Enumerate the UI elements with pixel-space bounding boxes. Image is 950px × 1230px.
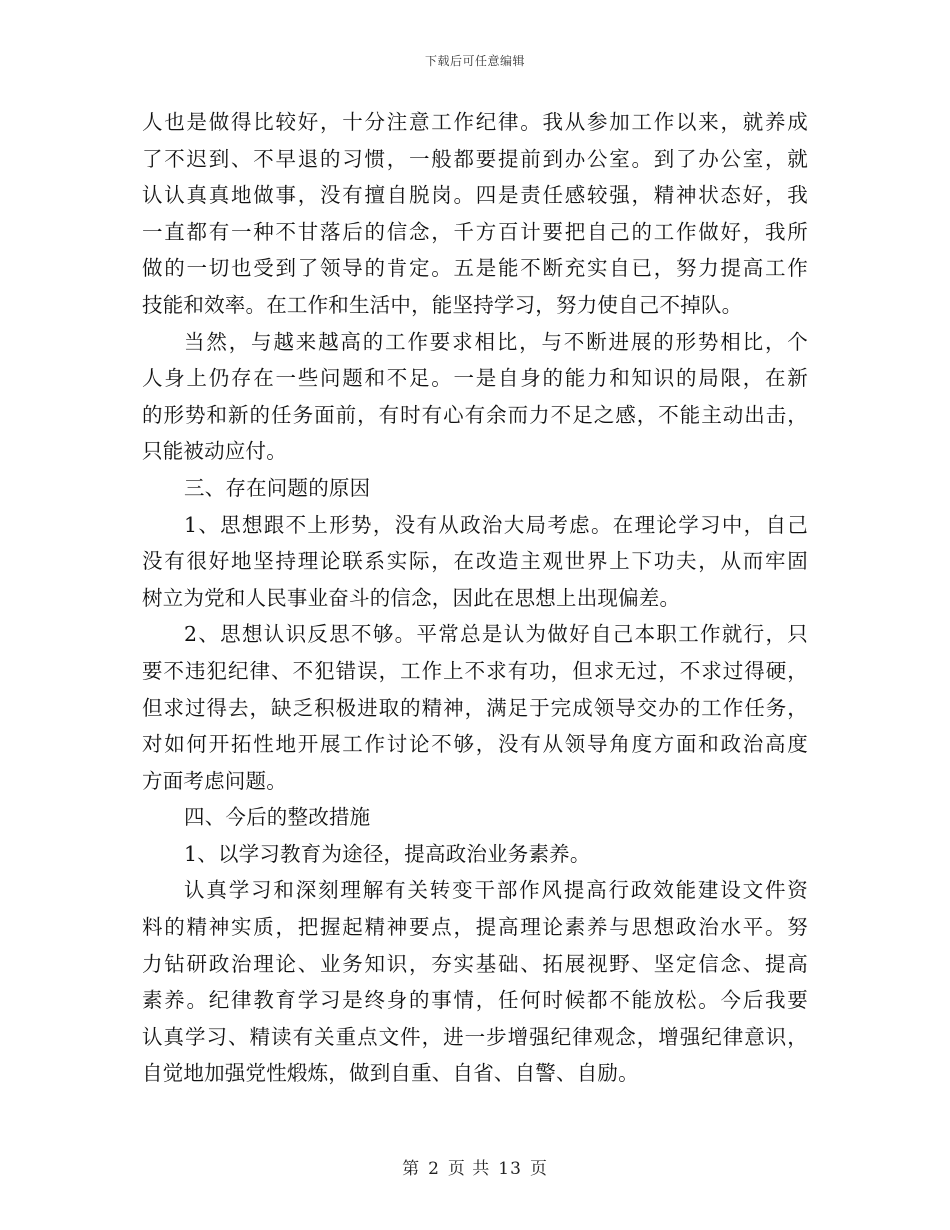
- text-line: 做的一切也受到了领导的肯定。五是能不断充实自已，努力提高工作: [142, 256, 808, 281]
- footer-prefix: 第: [402, 1159, 421, 1179]
- text-line: 自觉地加强党性煅炼，做到自重、自省、自警、自励。: [142, 1061, 639, 1086]
- text-line: 认真学习和深刻理解有关转变干部作风提高行政效能建设文件资: [184, 878, 808, 903]
- footer-middle: 页 共: [447, 1159, 491, 1179]
- section-heading: 三、存在问题的原因: [184, 475, 371, 500]
- document-body: [142, 104, 808, 1092]
- text-line: 只能被动应付。: [142, 439, 287, 464]
- section-heading: 四、今后的整改措施: [184, 805, 371, 830]
- text-line: 了不迟到、不早退的习惯，一般都要提前到办公室。到了办公室，就: [142, 146, 808, 171]
- page-total: 13: [498, 1159, 522, 1179]
- text-line: 1、思想跟不上形势，没有从政治大局考虑。在理论学习中，自己: [184, 512, 808, 537]
- footer-suffix: 页: [529, 1159, 548, 1179]
- text-line: 方面考虑问题。: [142, 768, 287, 793]
- text-line: 料的精神实质，把握起精神要点，提高理论素养与思想政治水平。努: [142, 915, 808, 940]
- text-line: 当然，与越来越高的工作要求相比，与不断进展的形势相比，个: [184, 329, 808, 354]
- subsection-heading: 1、以学习教育为途径，提高政治业务素养。: [184, 841, 591, 866]
- text-line: 一直都有一种不甘落后的信念，千方百计要把自己的工作做好，我所: [142, 219, 808, 244]
- text-line: 的形势和新的任务面前，有时有心有余而力不足之感，不能主动出击，: [142, 402, 808, 427]
- text-line: 但求过得去，缺乏积极进取的精神，满足于完成领导交办的工作任务，: [142, 695, 808, 720]
- text-line: 要不违犯纪律、不犯错误，工作上不求有功，但求无过，不求过得硬，: [142, 658, 808, 683]
- page-header: 下载后可任意编辑: [424, 54, 525, 68]
- text-line: 人也是做得比较好，十分注意工作纪律。我从参加工作以来，就养成: [142, 110, 808, 134]
- text-line: 技能和效率。在工作和生活中，能坚持学习，努力使自己不掉队。: [142, 292, 743, 317]
- page-number: 2: [428, 1159, 440, 1179]
- page-footer: [0, 1154, 950, 1179]
- text-line: 人身上仍存在一些问题和不足。一是自身的能力和知识的局限，在新: [142, 366, 808, 391]
- text-line: 树立为党和人民事业奋斗的信念，因此在思想上出现偏差。: [142, 585, 681, 610]
- text-line: 对如何开拓性地开展工作讨论不够，没有从领导角度方面和政治高度: [142, 732, 808, 757]
- text-line: 2、思想认识反思不够。平常总是认为做好自己本职工作就行，只: [184, 622, 808, 647]
- text-line: 认认真真地做事，没有擅自脱岗。四是责任感较强，精神状态好，我: [142, 183, 808, 208]
- text-line: 力钻研政治理论、业务知识，夯实基础、拓展视野、坚定信念、提高: [142, 951, 808, 976]
- text-line: 认真学习、精读有关重点文件，进一步增强纪律观念，增强纪律意识，: [142, 1024, 808, 1049]
- text-line: 素养。纪律教育学习是终身的事情，任何时候都不能放松。今后我要: [142, 988, 808, 1013]
- text-line: 没有很好地坚持理论联系实际，在改造主观世界上下功夫，从而牢固: [142, 549, 808, 574]
